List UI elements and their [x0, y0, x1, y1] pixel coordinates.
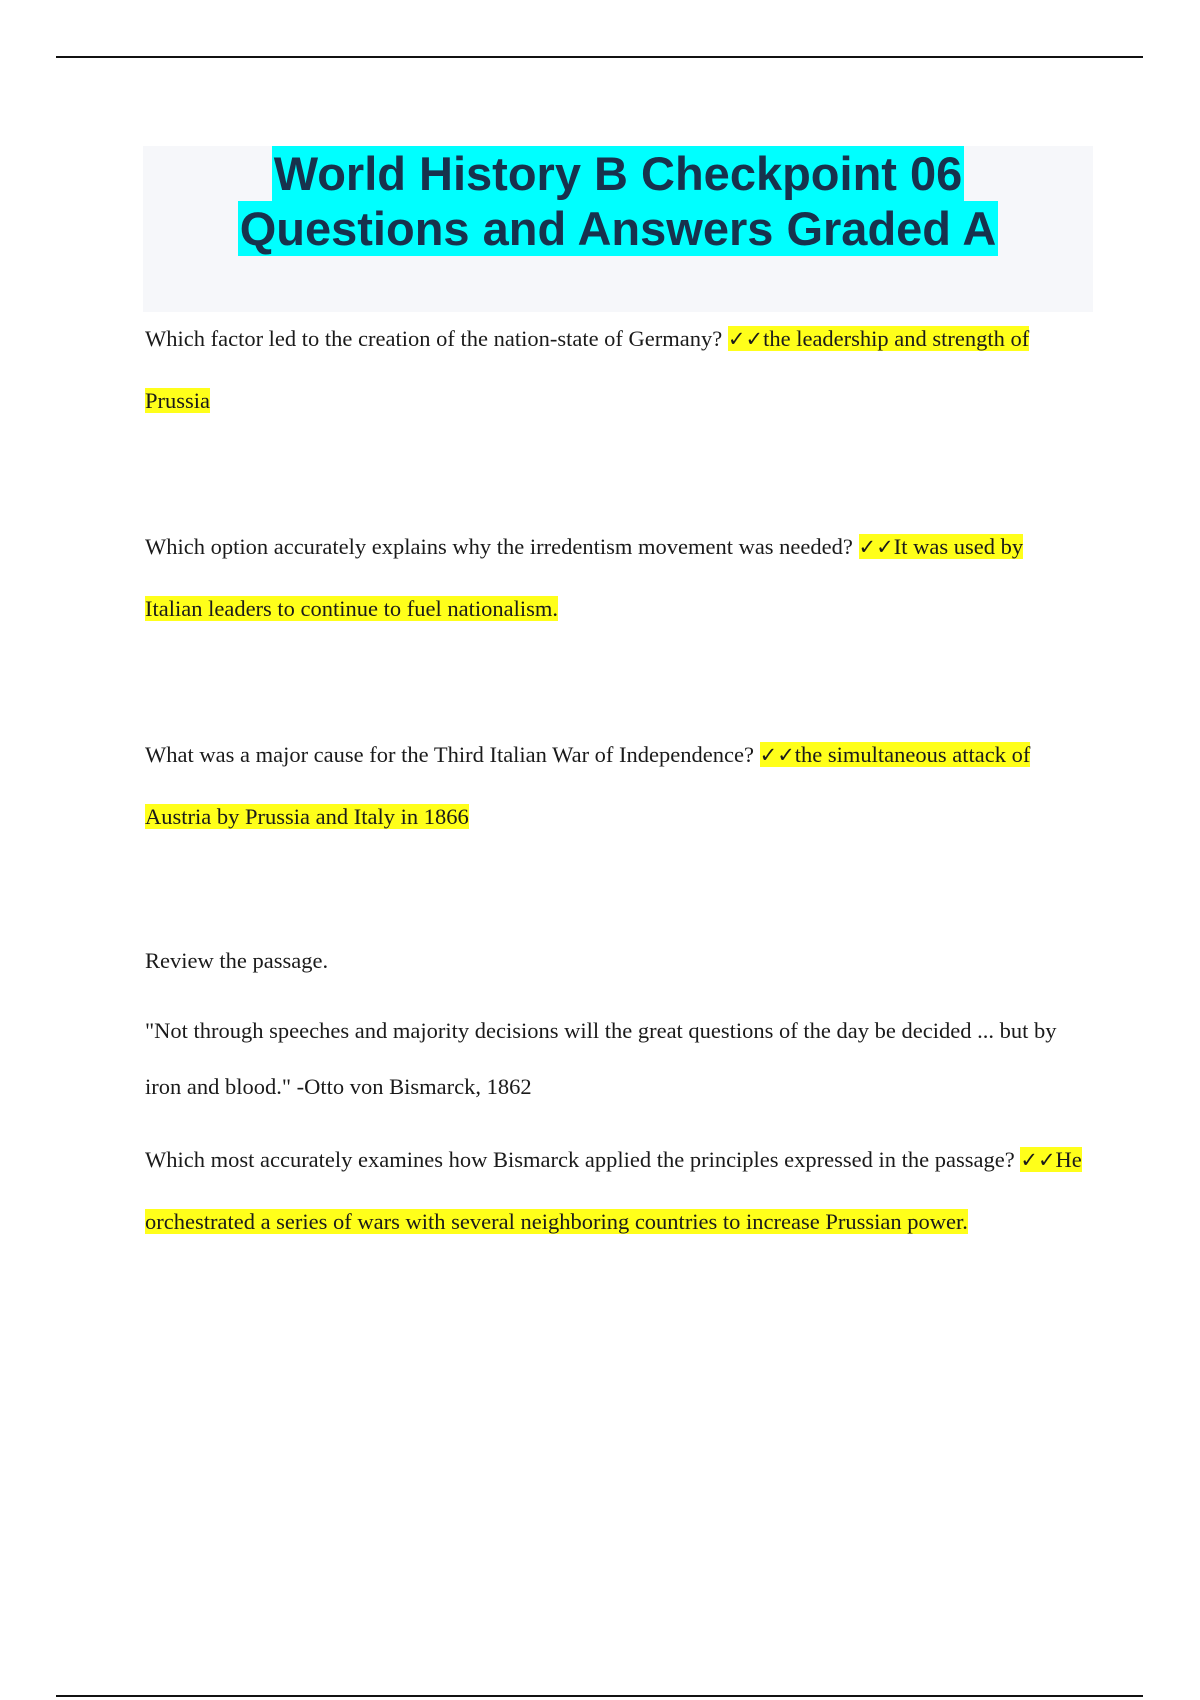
title-line-1: World History B Checkpoint 06	[273, 147, 963, 200]
checkmark-icon: ✓✓	[759, 743, 795, 767]
passage-intro: Review the passage.	[145, 948, 329, 973]
answer-text: the leadership and strength of Prussia	[145, 326, 1030, 413]
answer-text: the simultaneous attack of Austria by Prussia and Italy in 1866	[145, 742, 1031, 829]
bottom-rule	[56, 1695, 1143, 1697]
document-body	[145, 308, 1085, 1252]
title-line-2-wrap	[143, 201, 1093, 256]
question-text: Which option accurately explains why the irredentism movement was needed?	[145, 534, 853, 559]
qa-item-2	[145, 516, 1085, 639]
question-text: What was a major cause for the Third Italian War of Independence?	[145, 742, 754, 767]
question-text: Which most accurately examines how Bismarck applied the principles expressed in the passage?	[145, 1147, 1015, 1172]
title-block	[143, 146, 1093, 312]
answer-text: He orchestrated a series of wars with several neighboring countries to increase Prussian power.	[145, 1147, 1082, 1234]
checkmark-icon: ✓✓	[727, 327, 764, 351]
checkmark-icon: ✓✓	[858, 535, 894, 559]
title-line-1-wrap	[143, 146, 1093, 201]
qa-item-4	[145, 1129, 1085, 1252]
passage-quote: "Not through speeches and majority decisions will the great questions of the day be decided ... but by iron and blood." -Otto von Bismarck, 1862	[145, 1018, 1057, 1099]
question-text: Which factor led to the creation of the nation-state of Germany?	[145, 326, 723, 351]
top-rule	[56, 56, 1143, 58]
title-line-2: Questions and Answers Graded A	[239, 202, 997, 255]
answer-text: It was used by Italian leaders to continue to fuel nationalism.	[145, 534, 1024, 621]
qa-item-1	[145, 308, 1085, 431]
qa-item-3	[145, 724, 1085, 847]
checkmark-icon: ✓✓	[1020, 1148, 1056, 1172]
